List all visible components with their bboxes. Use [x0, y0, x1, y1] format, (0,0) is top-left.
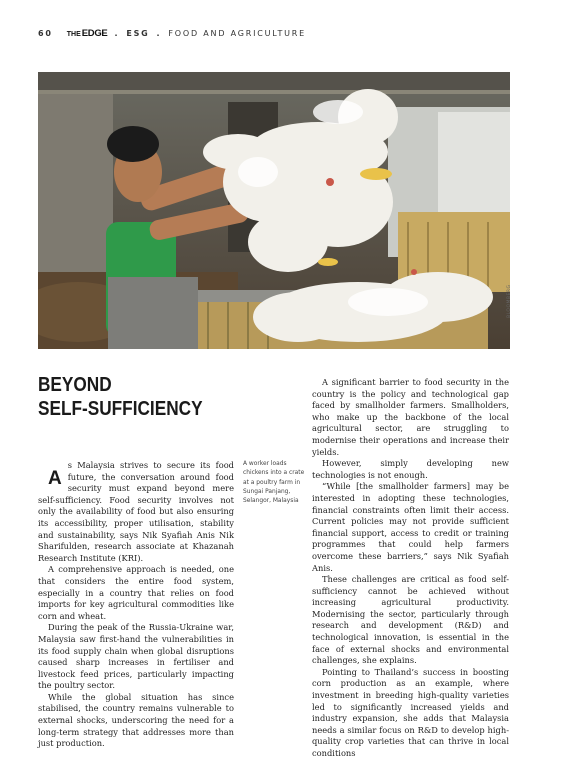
- photo-caption: A worker loads chickens into a crate at a poultry farm in Sungai Panjang, Selangor, Malaysia: [243, 461, 305, 505]
- article-column-1: [38, 460, 234, 750]
- drop-cap: A: [48, 468, 62, 489]
- headline-line-1: BEYOND: [38, 373, 112, 396]
- publication-logo: THEEDGE: [66, 27, 108, 39]
- page-number: 60: [38, 28, 53, 38]
- paragraph: During the peak of the Russia-Ukraine war, Malaysia saw first-hand the vulnerabilities in its food supply chain when global disruptions caused sharp increases in fertiliser and livestock feed prices, particularly impacting the poultry sector.: [38, 622, 234, 691]
- section-label: ESG: [126, 28, 150, 38]
- page-header: [38, 26, 306, 40]
- separator-dot: .: [156, 28, 162, 38]
- article-headline: [38, 373, 203, 421]
- paragraph: A significant barrier to food security in the country is the policy and technological gap faced by smallholder farmers. Smallholders, who make up the backbone of the local agricultural sector, are struggling to modernise their operations and increase their yields.: [312, 377, 509, 457]
- article-column-2: [312, 377, 509, 760]
- paragraph: A comprehensive approach is needed, one that considers the entire food system, especially in a country that relies on food imports for key agricultural commodities like corn and wheat.: [38, 564, 234, 621]
- paragraph: s Malaysia strives to secure its food future, the conversation around food security must expand beyond mere self-sufficiency. Food security involves not only the availability of food but also ensuring its accessibility, proper utilisation, stability and sustainability, says Nik Syafiah Anis Nik Sharifulden, research associate at Khazanah Research Institute (KRI).: [38, 460, 234, 563]
- separator-dot: .: [114, 28, 120, 38]
- headline-line-2: SELF-SUFFICIENCY: [38, 397, 203, 420]
- article-photo: [38, 72, 510, 349]
- photo-credit: BLOOMBERG: [507, 284, 512, 318]
- paragraph: These challenges are critical as food self-sufficiency cannot be achieved without increasing agricultural productivity. Modernising the sector, particularly through research and development (R&D) and technological innovation, is essential in the face of external shocks and environmental challenges, she explains.: [312, 574, 509, 666]
- category-label: FOOD AND AGRICULTURE: [168, 28, 307, 38]
- paragraph: “While [the smallholder farmers] may be interested in adopting these technologies, financial constraints often limit their access. Current policies may not provide sufficient financial support, access to credit or training programmes that could help farmers overcome these barriers,” says Nik Syafiah Anis.: [312, 481, 509, 573]
- paragraph: While the global situation has since stabilised, the country remains vulnerable to external shocks, underscoring the need for a long-term strategy that addresses more than just production.: [38, 691, 234, 749]
- paragraph: However, simply developing new technologies is not enough.: [312, 458, 509, 480]
- paragraph: Pointing to Thailand’s success in boosting corn production as an example, where investment in breeding high-quality varieties led to significantly increased yields and industry expansion, she adds that Malaysia needs a similar focus on R&D to develop high-quality crop varieties that can thrive in local conditions: [312, 666, 509, 758]
